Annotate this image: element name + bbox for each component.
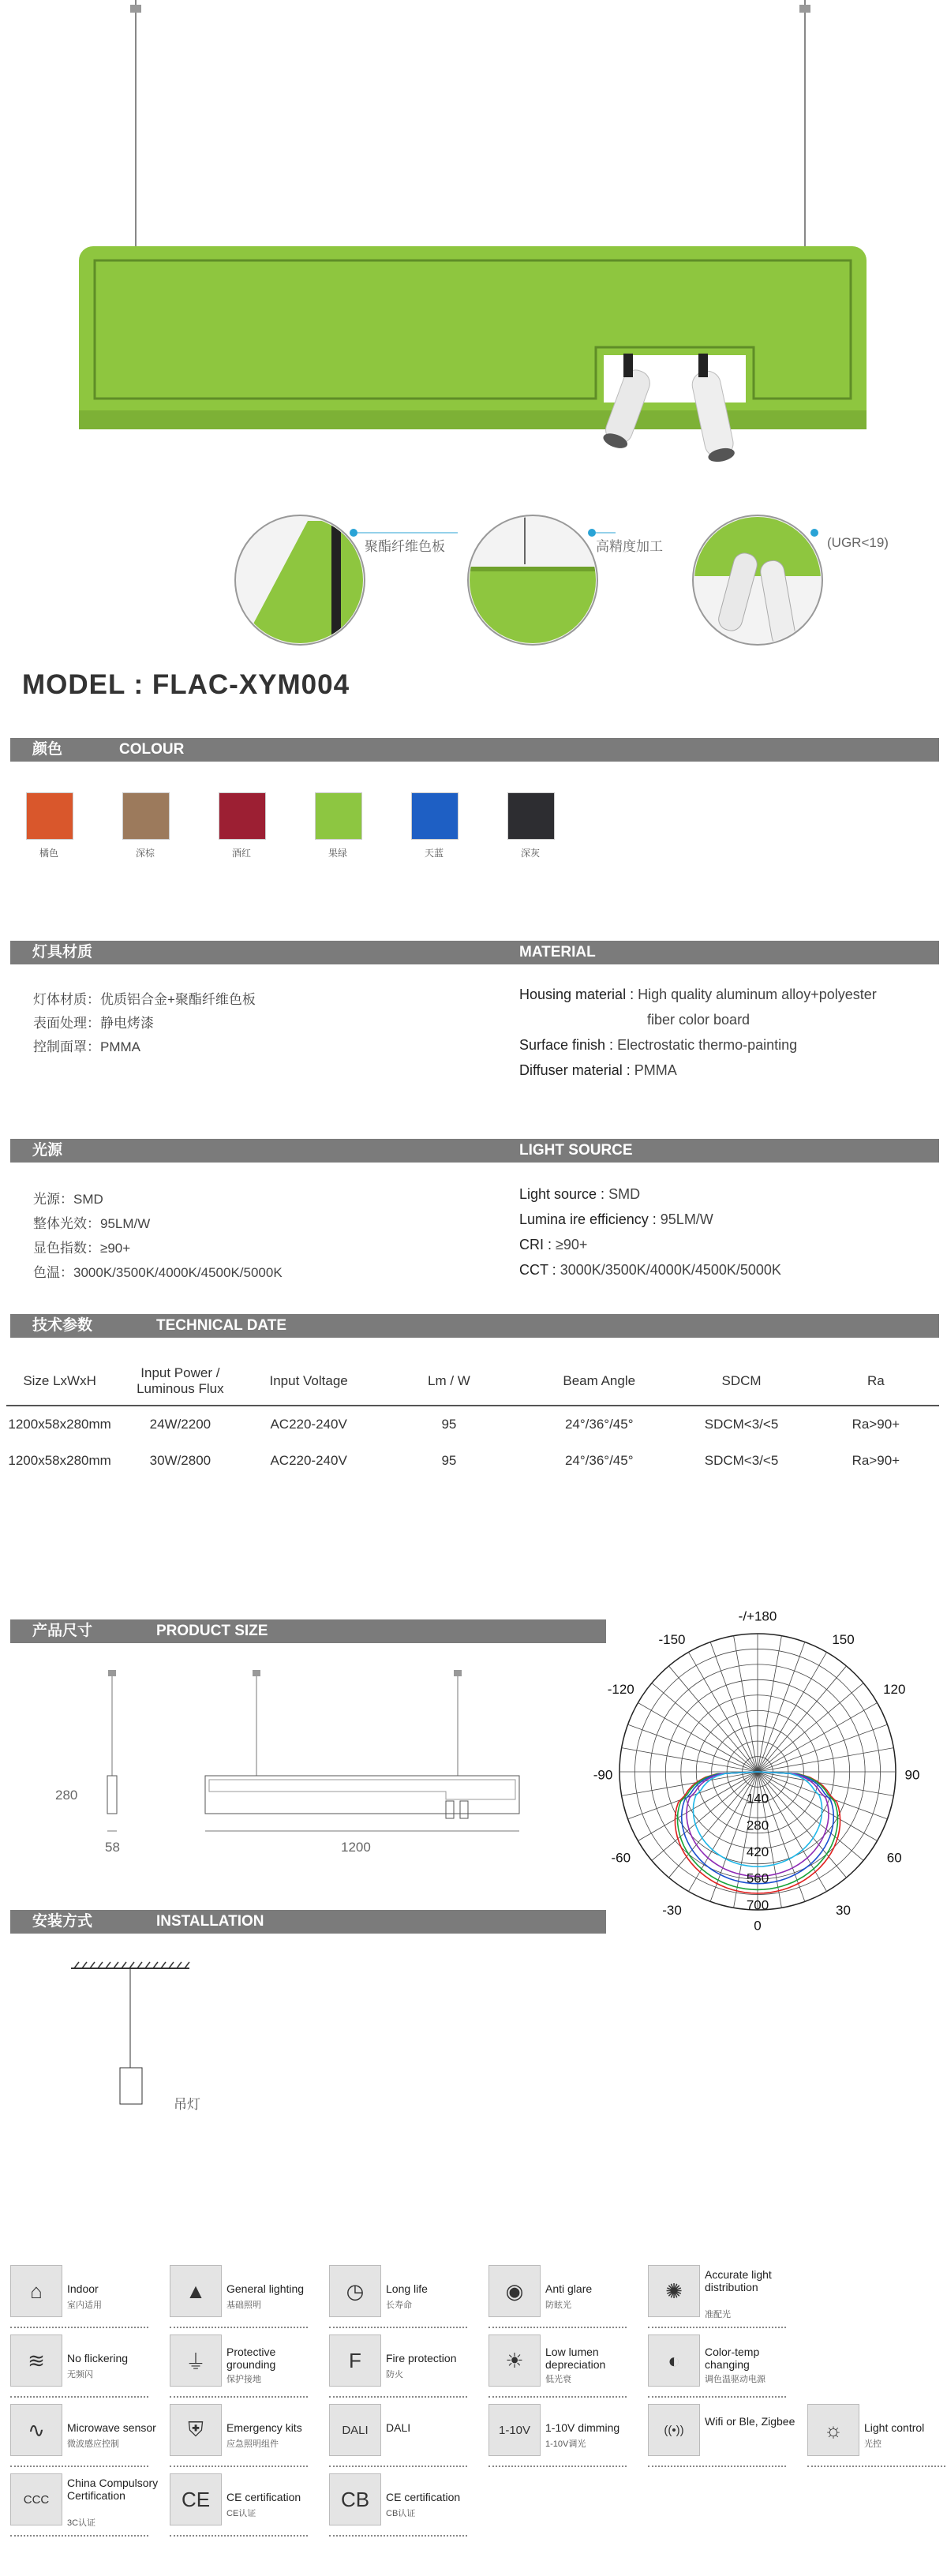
table-row [6, 1443, 939, 1479]
feature-icon-item [170, 2404, 328, 2469]
feature-title: Light control [864, 2421, 925, 2434]
feature-icon: CCC [10, 2473, 62, 2525]
polar-angle-label: -120 [607, 1682, 634, 1697]
polar-angle-label: -90 [593, 1767, 613, 1783]
colour-swatch-label: 酒红 [231, 848, 251, 859]
light-cn-line: 光源：SMD [33, 1192, 103, 1207]
polar-angle-label: 120 [883, 1682, 906, 1697]
divider [488, 2396, 627, 2398]
feature-icon: DALI [329, 2404, 381, 2456]
divider [170, 2535, 308, 2537]
feature-icon-item [648, 2265, 806, 2330]
table-cell: 24W/2200 [149, 1417, 211, 1432]
divider [488, 2466, 627, 2467]
installation-bar [10, 1910, 606, 1934]
polar-ring-label: 140 [746, 1791, 769, 1807]
feature-title: CE certification [226, 2491, 301, 2503]
feature-title: Protective grounding [226, 2346, 276, 2371]
colour-swatch [411, 792, 459, 840]
table-cell: SDCM<3/<5 [704, 1453, 779, 1468]
divider [488, 2327, 627, 2328]
light-en: LIGHT SOURCE [519, 1142, 633, 1159]
feature-icon-item [488, 2404, 646, 2469]
feature-cn: 无频闪 [67, 2370, 93, 2379]
feature-cn: 调色温驱动电源 [705, 2375, 765, 2384]
divider [648, 2466, 786, 2467]
feature-cn: 防火 [386, 2370, 403, 2379]
divider [170, 2327, 308, 2328]
feature-title: No flickering [67, 2352, 129, 2364]
divider [807, 2466, 945, 2467]
feature-icon: ⛨ [170, 2404, 222, 2456]
colour-en: COLOUR [119, 741, 185, 758]
colour-swatch-label: 果绿 [328, 848, 347, 859]
material-bar [10, 941, 939, 964]
feature-title: CE certification [386, 2491, 461, 2503]
feature-icon-item [170, 2473, 328, 2538]
table-cell: 95 [441, 1417, 457, 1432]
table-header: Size LxWxH [23, 1373, 96, 1388]
feature-title: Wifi or Ble, Zigbee [705, 2415, 795, 2428]
dim-length: 1200 [341, 1840, 371, 1855]
colour-swatch [219, 792, 266, 840]
divider [10, 2466, 148, 2467]
size-en: PRODUCT SIZE [156, 1623, 268, 1639]
divider [329, 2535, 467, 2537]
table-header: Input Voltage [269, 1373, 348, 1388]
installation-cn: 安装方式 [32, 1913, 93, 1930]
light-bar [10, 1139, 939, 1163]
feature-title: Low lumen depreciation [545, 2346, 606, 2371]
feature-icon-item [170, 2334, 328, 2399]
feature-cn: CE认证 [226, 2509, 256, 2518]
callout-precision: 高精度加工 [596, 539, 663, 554]
technical-table [6, 1357, 939, 1479]
material-en-line: Diffuser material : PMMA [519, 1062, 677, 1078]
light-cn-line: 色温：3000K/3500K/4000K/4500K/5000K [33, 1265, 283, 1280]
colour-swatch-label: 深棕 [135, 848, 155, 859]
feature-icon: ✺ [648, 2265, 700, 2317]
dim-height: 280 [55, 1788, 78, 1803]
feature-title: Long life [386, 2282, 428, 2295]
feature-icon-item [329, 2334, 487, 2399]
divider [329, 2396, 467, 2398]
table-header: SDCM [721, 1373, 762, 1388]
feature-cn: CB认证 [386, 2509, 416, 2518]
table-header: Ra [867, 1373, 885, 1388]
table-cell: 24°/36°/45° [564, 1417, 634, 1432]
divider [10, 2396, 148, 2398]
feature-title: General lighting [226, 2282, 305, 2295]
colour-swatch-label: 天蓝 [424, 848, 444, 859]
colour-swatch [122, 792, 170, 840]
polar-angle-label: -30 [662, 1903, 682, 1918]
colour-swatch [26, 792, 73, 840]
table-row [6, 1406, 939, 1443]
colour-swatch [507, 792, 555, 840]
material-cn-line: 表面处理：静电烤漆 [33, 1016, 154, 1031]
product-illustration [0, 0, 947, 505]
table-cell: Ra>90+ [852, 1417, 900, 1432]
table-cell: AC220-240V [270, 1417, 347, 1432]
light-en-line: Lumina ire efficiency : 95LM/W [519, 1211, 713, 1227]
feature-title: China Compulsory Certification [67, 2477, 159, 2502]
feature-icon-item [10, 2473, 168, 2538]
technical-cn: 技术参数 [32, 1317, 93, 1334]
feature-cn: 防眩光 [545, 2301, 571, 2310]
light-en-line: Light source : SMD [519, 1186, 641, 1202]
model-title: MODEL : FLAC-XYM004 [22, 669, 350, 700]
feature-title: Microwave sensor [67, 2421, 156, 2434]
feature-icon-item [329, 2265, 487, 2330]
colour-swatch-label: 橘色 [39, 848, 58, 859]
feature-icon: CB [329, 2473, 381, 2525]
installation-drawing [63, 1957, 237, 2115]
material-cn: 灯具材质 [32, 944, 93, 960]
dim-width: 58 [105, 1840, 120, 1855]
light-cn: 光源 [32, 1142, 63, 1159]
feature-icon: ◷ [329, 2265, 381, 2317]
material-cn-line: 灯体材质：优质铝合金+聚酯纤维色板 [33, 992, 256, 1007]
polar-angle-label: -150 [658, 1632, 686, 1647]
feature-cn: 光控 [864, 2439, 881, 2449]
feature-icon-item [488, 2334, 646, 2399]
polar-angle-label: -/+180 [738, 1610, 777, 1624]
feature-title: DALI [386, 2421, 411, 2434]
feature-icon: 1-10V [488, 2404, 541, 2456]
feature-icon: ☀ [488, 2334, 541, 2387]
polar-ring-label: 280 [746, 1818, 769, 1833]
divider [329, 2466, 467, 2467]
feature-icon: ▲ [170, 2265, 222, 2317]
feature-icon-item [10, 2265, 168, 2330]
polar-ring-label: 420 [746, 1844, 769, 1859]
table-cell: 30W/2800 [149, 1453, 211, 1468]
polar-angle-label: -60 [611, 1850, 631, 1866]
feature-title: Color-temp changing [705, 2346, 760, 2371]
installation-en: INSTALLATION [156, 1913, 264, 1930]
table-header: Beam Angle [563, 1373, 636, 1388]
divider [329, 2327, 467, 2328]
feature-icon: F [329, 2334, 381, 2387]
feature-cn: 应急照明组件 [226, 2439, 279, 2449]
colour-cn: 颜色 [32, 741, 63, 758]
callout-felt: 聚酯纤维色板 [365, 539, 445, 554]
feature-icon-item [10, 2334, 168, 2399]
feature-icon: ∿ [10, 2404, 62, 2456]
polar-angle-label: 90 [904, 1767, 920, 1783]
material-en-line: Housing material : High quality aluminum alloy+polyester [519, 987, 877, 1002]
table-cell: 95 [441, 1453, 457, 1468]
feature-cn: 长寿命 [386, 2301, 412, 2310]
feature-title: Fire protection [386, 2352, 457, 2364]
table-cell: 1200x58x280mm [8, 1453, 111, 1468]
feature-cn: 微波感应控制 [67, 2439, 119, 2449]
table-cell: AC220-240V [270, 1453, 347, 1468]
feature-icon-item [329, 2473, 487, 2538]
size-bar [10, 1619, 606, 1643]
feature-title: Anti glare [545, 2282, 593, 2295]
colour-swatch-label: 深灰 [520, 848, 540, 859]
divider [10, 2535, 148, 2537]
feature-icon-item [10, 2404, 168, 2469]
dimension-drawing [47, 1665, 537, 1863]
feature-icon-item [807, 2404, 947, 2469]
table-cell: Ra>90+ [852, 1453, 900, 1468]
polar-ring-label: 700 [746, 1897, 769, 1913]
divider [648, 2327, 786, 2328]
colour-bar [10, 738, 939, 762]
feature-icon: ((•)) [648, 2404, 700, 2456]
material-en-line: Surface finish : Electrostatic thermo-painting [519, 1037, 798, 1053]
light-en-line: CRI : ≥90+ [519, 1237, 588, 1252]
feature-title: Accurate light distribution [705, 2268, 772, 2293]
technical-en: TECHNICAL DATE [156, 1317, 287, 1334]
table-cell: 1200x58x280mm [8, 1417, 111, 1432]
feature-cn: 1-10V调光 [545, 2439, 586, 2449]
table-cell: SDCM<3/<5 [704, 1417, 779, 1432]
material-en-line: fiber color board [647, 1012, 750, 1028]
feature-icon-item [488, 2265, 646, 2330]
feature-cn: 低光衰 [545, 2375, 571, 2384]
material-en: MATERIAL [519, 944, 596, 960]
feature-title: Indoor [67, 2282, 99, 2295]
feature-cn: 3C认证 [67, 2518, 96, 2528]
feature-cn: 保护接地 [226, 2375, 261, 2384]
light-cn-line: 显色指数：≥90+ [33, 1241, 131, 1256]
divider [648, 2396, 786, 2398]
colour-swatch [315, 792, 362, 840]
callout-ugr: (UGR<19) [827, 535, 889, 550]
polar-angle-label: 0 [754, 1918, 762, 1934]
technical-bar [10, 1314, 939, 1338]
divider [170, 2466, 308, 2467]
feature-cn: 准配光 [705, 2310, 731, 2320]
feature-icon-item [648, 2404, 806, 2469]
table-header: Input Power / Luminous Flux [137, 1365, 224, 1396]
polar-angle-label: 150 [832, 1632, 855, 1647]
feature-title: Emergency kits [226, 2421, 302, 2434]
table-cell: 24°/36°/45° [564, 1453, 634, 1468]
divider [10, 2327, 148, 2328]
table-header: Lm / W [427, 1373, 470, 1388]
feature-icon: ◐ [648, 2334, 700, 2387]
size-cn: 产品尺寸 [32, 1623, 93, 1639]
polar-ring-label: 560 [746, 1870, 769, 1886]
light-cn-line: 整体光效：95LM/W [33, 1216, 151, 1231]
feature-icon: ⌂ [10, 2265, 62, 2317]
installation-label: 吊灯 [174, 2097, 200, 2112]
feature-icon-item [648, 2334, 806, 2399]
feature-icon: ☼ [807, 2404, 859, 2456]
feature-icon-item [170, 2265, 328, 2330]
feature-icon: ◉ [488, 2265, 541, 2317]
material-cn-line: 控制面罩：PMMA [33, 1039, 140, 1054]
feature-icon-item [329, 2404, 487, 2469]
polar-light-distribution [576, 1610, 939, 1941]
detail-circles [221, 505, 837, 663]
divider [170, 2396, 308, 2398]
feature-icon: ≋ [10, 2334, 62, 2387]
polar-angle-label: 60 [886, 1850, 902, 1866]
feature-title: 1-10V dimming [545, 2421, 620, 2434]
feature-cn: 室内适用 [67, 2301, 102, 2310]
feature-cn: 基础照明 [226, 2301, 261, 2310]
polar-angle-label: 30 [836, 1903, 851, 1918]
light-en-line: CCT : 3000K/3500K/4000K/4500K/5000K [519, 1262, 781, 1278]
feature-icon: ⏚ [170, 2334, 222, 2387]
feature-icon: CE [170, 2473, 222, 2525]
